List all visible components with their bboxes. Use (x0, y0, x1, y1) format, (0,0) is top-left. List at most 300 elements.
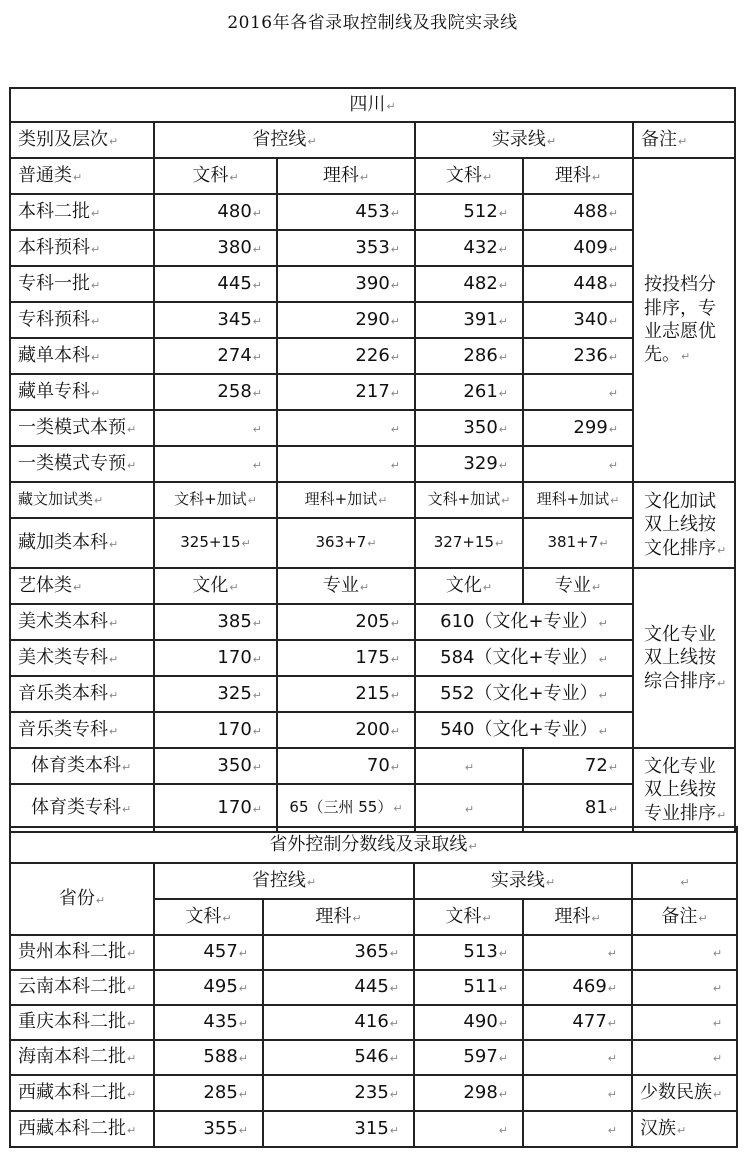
paragraph-mark: ↵ (608, 760, 618, 774)
paragraph-mark: ↵ (389, 1087, 399, 1101)
row-label: 海南本科二批↵ (10, 1040, 154, 1075)
header-provincial-line: 省控线↵ (154, 122, 415, 158)
outside-heading-row (10, 827, 737, 863)
cell-value: 353↵ (277, 230, 415, 266)
zang-subheader-row (10, 482, 735, 518)
row-label: 重庆本科二批↵ (10, 1005, 154, 1040)
paragraph-mark: ↵ (127, 1087, 137, 1101)
cell-value: 200↵ (277, 712, 415, 748)
paragraph-mark: ↵ (464, 760, 475, 774)
paragraph-mark: ↵ (252, 652, 262, 666)
paragraph-mark: ↵ (127, 1017, 137, 1031)
paragraph-mark: ↵ (390, 350, 400, 364)
paragraph-mark: ↵ (390, 688, 400, 702)
subheader-arts: 文科↵ (414, 899, 523, 935)
paragraph-mark: ↵ (127, 1123, 137, 1137)
cell-value: 453↵ (277, 194, 415, 230)
cell-value: 435↵ (154, 1005, 263, 1040)
cell-value: 540（文化+专业）↵ (415, 712, 633, 748)
paragraph-mark: ↵ (390, 206, 400, 220)
cell-value: 215↵ (277, 676, 415, 712)
paragraph-mark: ↵ (390, 242, 400, 256)
note-art: 文化专业双上线按综合排序↵ (633, 568, 735, 748)
cell-value: 363+7↵ (277, 518, 415, 568)
paragraph-mark: ↵ (501, 494, 511, 508)
subheader-culture: 文化↵ (154, 568, 277, 604)
table-row (10, 748, 735, 784)
paragraph-mark: ↵ (598, 652, 608, 666)
cell-value: 380↵ (154, 230, 277, 266)
paragraph-mark: ↵ (607, 1052, 617, 1066)
cell-value (523, 374, 633, 410)
paragraph-mark: ↵ (238, 1087, 248, 1101)
cell-value: 477↵ (523, 1005, 632, 1040)
cell-value: 315↵ (263, 1111, 414, 1147)
paragraph-mark: ↵ (717, 676, 727, 690)
paragraph-mark: ↵ (389, 1052, 399, 1066)
cell-value: 597↵ (414, 1040, 523, 1075)
outside-header-row (10, 863, 737, 899)
header-remark: 备注↵ (633, 122, 735, 158)
cell-value: 325+15↵ (154, 518, 277, 568)
cell-value: 513↵ (414, 935, 523, 970)
subheader-arts-extra: 文科+加试↵ (415, 482, 523, 518)
subheader-general: 普通类↵ (10, 158, 154, 194)
paragraph-mark: ↵ (390, 724, 400, 738)
paragraph-mark: ↵ (482, 580, 493, 594)
subheader-science: 理科↵ (263, 899, 414, 935)
general-subheader-row (10, 158, 735, 194)
cell-value (415, 784, 523, 832)
row-label: 专科一批↵ (10, 266, 154, 302)
cell-value: 385↵ (154, 604, 277, 640)
paragraph-mark: ↵ (498, 206, 508, 220)
paragraph-mark: ↵ (238, 1052, 248, 1066)
paragraph-mark: ↵ (252, 760, 262, 774)
paragraph-mark: ↵ (498, 314, 508, 328)
cell-value: 552（文化+专业）↵ (415, 676, 633, 712)
paragraph-mark: ↵ (607, 1123, 617, 1137)
paragraph-mark: ↵ (229, 580, 239, 594)
table-row (10, 446, 735, 482)
paragraph-mark: ↵ (127, 982, 137, 996)
paragraph-mark: ↵ (73, 170, 83, 184)
paragraph-mark: ↵ (713, 1087, 723, 1101)
paragraph-mark: ↵ (608, 802, 618, 816)
paragraph-mark: ↵ (698, 911, 708, 925)
paragraph-mark: ↵ (681, 350, 691, 364)
paragraph-mark: ↵ (390, 278, 400, 292)
cell-value: 488↵ (523, 194, 633, 230)
cell-value: 325↵ (154, 676, 277, 712)
cell-value: 511↵ (414, 970, 523, 1005)
header-province: 省份↵ (10, 863, 154, 935)
paragraph-mark: ↵ (252, 616, 262, 630)
paragraph-mark: ↵ (241, 537, 251, 551)
subheader-arts-extra: 文科+加试↵ (154, 482, 277, 518)
paragraph-mark: ↵ (109, 652, 119, 666)
cell-value: 495↵ (154, 970, 263, 1005)
cell-value: 490↵ (414, 1005, 523, 1040)
row-label: 美术类本科↵ (10, 604, 154, 640)
paragraph-mark: ↵ (482, 170, 493, 184)
cell-value: 70↵ (277, 748, 415, 784)
cell-value: 482↵ (415, 266, 523, 302)
paragraph-mark: ↵ (498, 458, 508, 472)
paragraph-mark: ↵ (247, 494, 257, 508)
cell-value: 261↵ (415, 374, 523, 410)
paragraph-mark: ↵ (238, 1017, 248, 1031)
cell-value: 445↵ (154, 266, 277, 302)
paragraph-mark: ↵ (607, 947, 617, 961)
cell-value (523, 1075, 632, 1111)
paragraph-mark: ↵ (546, 134, 557, 148)
row-label: 音乐类专科↵ (10, 712, 154, 748)
paragraph-mark: ↵ (127, 947, 137, 961)
paragraph-mark: ↵ (482, 911, 492, 925)
cell-value: 457↵ (154, 935, 263, 970)
cell-value (154, 410, 277, 446)
paragraph-mark: ↵ (608, 314, 618, 328)
paragraph-mark: ↵ (252, 688, 262, 702)
paragraph-mark: ↵ (252, 206, 262, 220)
sichuan-header-row (10, 122, 735, 158)
paragraph-mark: ↵ (95, 893, 106, 907)
row-label: 体育类专科↵ (10, 784, 154, 832)
cell-value: 285↵ (154, 1075, 263, 1111)
outside-province-table (9, 826, 738, 1148)
paragraph-mark: ↵ (608, 278, 618, 292)
header-blank (632, 863, 737, 899)
paragraph-mark: ↵ (306, 875, 317, 889)
cell-remark (632, 935, 737, 970)
paragraph-mark: ↵ (498, 982, 508, 996)
header-category: 类别及层次↵ (10, 122, 154, 158)
paragraph-mark: ↵ (109, 537, 119, 551)
subheader-remark: 备注↵ (632, 899, 737, 935)
paragraph-mark: ↵ (367, 537, 377, 551)
subheader-science: 理科↵ (523, 899, 632, 935)
row-label: 贵州本科二批↵ (10, 935, 154, 970)
subheader-science: 理科↵ (523, 158, 633, 194)
paragraph-mark: ↵ (389, 1123, 399, 1137)
paragraph-mark: ↵ (91, 206, 101, 220)
paragraph-mark: ↵ (393, 802, 403, 816)
cell-value: 416↵ (263, 1005, 414, 1040)
paragraph-mark: ↵ (390, 652, 400, 666)
cell-value: 409↵ (523, 230, 633, 266)
paragraph-mark: ↵ (712, 1052, 723, 1066)
header-actual-line: 实录线↵ (415, 122, 633, 158)
paragraph-mark: ↵ (608, 458, 618, 472)
paragraph-mark: ↵ (252, 802, 262, 816)
paragraph-mark: ↵ (238, 1123, 248, 1137)
paragraph-mark: ↵ (610, 494, 620, 508)
note-zang: 文化加试双上线按文化排序↵ (633, 482, 735, 568)
subheader-art: 艺体类↵ (10, 568, 154, 604)
table-row (10, 1111, 737, 1147)
cell-value: 610（文化+专业）↵ (415, 604, 633, 640)
cell-value: 445↵ (263, 970, 414, 1005)
cell-value: 65（三州 55）↵ (277, 784, 415, 832)
row-label: 音乐类本科↵ (10, 676, 154, 712)
cell-value (154, 446, 277, 482)
paragraph-mark: ↵ (717, 543, 727, 557)
paragraph-mark: ↵ (712, 982, 723, 996)
cell-value: 391↵ (415, 302, 523, 338)
paragraph-mark: ↵ (607, 1087, 617, 1101)
paragraph-mark: ↵ (378, 494, 388, 508)
cell-value: 290↵ (277, 302, 415, 338)
paragraph-mark: ↵ (599, 537, 609, 551)
paragraph-mark: ↵ (498, 1017, 508, 1031)
paragraph-mark: ↵ (91, 278, 101, 292)
paragraph-mark: ↵ (607, 1017, 617, 1031)
paragraph-mark: ↵ (498, 1123, 508, 1137)
paragraph-mark: ↵ (252, 458, 262, 472)
paragraph-mark: ↵ (122, 802, 132, 816)
cell-value (277, 410, 415, 446)
paragraph-mark: ↵ (109, 688, 119, 702)
subheader-major: 专业↵ (277, 568, 415, 604)
paragraph-mark: ↵ (598, 688, 608, 702)
paragraph-mark: ↵ (591, 580, 602, 594)
paragraph-mark: ↵ (109, 616, 119, 630)
cell-value: 340↵ (523, 302, 633, 338)
paragraph-mark: ↵ (94, 494, 104, 508)
paragraph-mark: ↵ (498, 350, 508, 364)
paragraph-mark: ↵ (498, 242, 508, 256)
cell-value: 365↵ (263, 935, 414, 970)
cell-value: 350↵ (154, 748, 277, 784)
art-subheader-row (10, 568, 735, 604)
subheader-science: 理科↵ (277, 158, 415, 194)
paragraph-mark: ↵ (238, 982, 248, 996)
paragraph-mark: ↵ (73, 580, 83, 594)
cell-remark: 汉族↵ (632, 1111, 737, 1147)
cell-value: 327+15↵ (415, 518, 523, 568)
cell-value: 381+7↵ (523, 518, 633, 568)
cell-value: 286↵ (415, 338, 523, 374)
paragraph-mark: ↵ (252, 278, 262, 292)
paragraph-mark: ↵ (498, 422, 508, 436)
cell-value (523, 446, 633, 482)
paragraph-mark: ↵ (598, 616, 608, 630)
paragraph-mark: ↵ (591, 170, 602, 184)
cell-value: 274↵ (154, 338, 277, 374)
cell-value: 329↵ (415, 446, 523, 482)
paragraph-mark: ↵ (464, 802, 475, 816)
row-label: 美术类专科↵ (10, 640, 154, 676)
table-row (10, 935, 737, 970)
subheader-arts: 文科↵ (415, 158, 523, 194)
paragraph-mark: ↵ (389, 982, 399, 996)
paragraph-mark: ↵ (712, 947, 723, 961)
cell-remark (632, 1040, 737, 1075)
paragraph-mark: ↵ (390, 616, 400, 630)
paragraph-mark: ↵ (252, 422, 262, 436)
subheader-major: 专业↵ (523, 568, 633, 604)
cell-value (277, 446, 415, 482)
paragraph-mark: ↵ (591, 911, 601, 925)
paragraph-mark: ↵ (498, 947, 508, 961)
paragraph-mark: ↵ (717, 808, 727, 822)
sichuan-heading: 四川↵ (10, 88, 735, 122)
paragraph-mark: ↵ (608, 206, 618, 220)
paragraph-mark: ↵ (252, 314, 262, 328)
paragraph-mark: ↵ (608, 422, 618, 436)
row-label: 体育类本科↵ (10, 748, 154, 784)
paragraph-mark: ↵ (498, 1052, 508, 1066)
subheader-science-extra: 理科+加试↵ (523, 482, 633, 518)
subheader-science-extra: 理科+加试↵ (277, 482, 415, 518)
table-row (10, 518, 735, 568)
cell-value: 235↵ (263, 1075, 414, 1111)
table-row (10, 1040, 737, 1075)
paragraph-mark: ↵ (677, 1123, 687, 1137)
cell-value: 355↵ (154, 1111, 263, 1147)
table-row (10, 1005, 737, 1040)
row-label: 藏单本科↵ (10, 338, 154, 374)
cell-value: 546↵ (263, 1040, 414, 1075)
cell-value: 299↵ (523, 410, 633, 446)
paragraph-mark: ↵ (390, 386, 400, 400)
cell-value: 175↵ (277, 640, 415, 676)
paragraph-mark: ↵ (608, 350, 618, 364)
table-row (10, 266, 735, 302)
paragraph-mark: ↵ (238, 947, 248, 961)
cell-value: 170↵ (154, 784, 277, 832)
header-provincial-line: 省控线↵ (154, 863, 414, 899)
paragraph-mark: ↵ (498, 386, 508, 400)
paragraph-mark: ↵ (91, 350, 101, 364)
subheader-arts: 文科↵ (154, 158, 277, 194)
table-row (10, 1075, 737, 1111)
cell-value (523, 935, 632, 970)
cell-remark (632, 970, 737, 1005)
paragraph-mark: ↵ (607, 982, 617, 996)
paragraph-mark: ↵ (109, 134, 119, 148)
paragraph-mark: ↵ (252, 242, 262, 256)
paragraph-mark: ↵ (386, 99, 396, 113)
cell-value: 512↵ (415, 194, 523, 230)
paragraph-mark: ↵ (91, 242, 101, 256)
paragraph-mark: ↵ (127, 1052, 137, 1066)
document-title: 2016年各省录取控制线及我院实录线 (227, 13, 518, 33)
row-label: 专科预科↵ (10, 302, 154, 338)
table-row (10, 338, 735, 374)
outside-heading: 省外控制分数线及录取线↵ (10, 827, 737, 863)
table-row (10, 712, 735, 748)
cell-value: 298↵ (414, 1075, 523, 1111)
subheader-arts: 文科↵ (154, 899, 263, 935)
table-row (10, 230, 735, 266)
row-label: 本科预科↵ (10, 230, 154, 266)
cell-value: 170↵ (154, 640, 277, 676)
cell-remark (632, 1005, 737, 1040)
row-label: 一类模式专预↵ (10, 446, 154, 482)
paragraph-mark: ↵ (252, 724, 262, 738)
paragraph-mark: ↵ (545, 875, 556, 889)
table-row (10, 784, 735, 832)
paragraph-mark: ↵ (91, 386, 101, 400)
paragraph-mark: ↵ (252, 350, 262, 364)
table-row (10, 604, 735, 640)
cell-value: 390↵ (277, 266, 415, 302)
cell-value: 205↵ (277, 604, 415, 640)
subheader-zang: 藏文加试类↵ (10, 482, 154, 518)
row-label: 一类模式本预↵ (10, 410, 154, 446)
cell-value: 432↵ (415, 230, 523, 266)
subheader-culture: 文化↵ (415, 568, 523, 604)
table-row (10, 410, 735, 446)
paragraph-mark: ↵ (359, 170, 370, 184)
row-label: 藏单专科↵ (10, 374, 154, 410)
row-label: 本科二批↵ (10, 194, 154, 230)
cell-value: 226↵ (277, 338, 415, 374)
paragraph-mark: ↵ (389, 947, 399, 961)
paragraph-mark: ↵ (252, 386, 262, 400)
sichuan-table (9, 87, 736, 833)
table-row (10, 970, 737, 1005)
cell-value: 448↵ (523, 266, 633, 302)
paragraph-mark: ↵ (127, 422, 137, 436)
cell-value: 236↵ (523, 338, 633, 374)
paragraph-mark: ↵ (390, 422, 400, 436)
paragraph-mark: ↵ (109, 724, 119, 738)
cell-value: 480↵ (154, 194, 277, 230)
cell-value: 350↵ (415, 410, 523, 446)
paragraph-mark: ↵ (91, 314, 101, 328)
paragraph-mark: ↵ (712, 1017, 723, 1031)
table-row (10, 676, 735, 712)
paragraph-mark: ↵ (598, 724, 608, 738)
row-label: 云南本科二批↵ (10, 970, 154, 1005)
cell-value: 217↵ (277, 374, 415, 410)
table-row (10, 194, 735, 230)
sichuan-heading-row (10, 88, 735, 122)
note-sport: 文化专业双上线按专业排序↵ (633, 748, 735, 832)
paragraph-mark: ↵ (495, 537, 505, 551)
table-row (10, 302, 735, 338)
table-row (10, 640, 735, 676)
header-actual-line: 实录线↵ (414, 863, 632, 899)
row-label: 西藏本科二批↵ (10, 1075, 154, 1111)
cell-value: 81↵ (523, 784, 633, 832)
cell-value (523, 1111, 632, 1147)
paragraph-mark: ↵ (229, 170, 239, 184)
paragraph-mark: ↵ (307, 134, 317, 148)
table-row (10, 374, 735, 410)
cell-value (523, 1040, 632, 1075)
cell-value: 584（文化+专业）↵ (415, 640, 633, 676)
paragraph-mark: ↵ (127, 458, 137, 472)
cell-value: 345↵ (154, 302, 277, 338)
cell-value: 258↵ (154, 374, 277, 410)
row-label: 西藏本科二批↵ (10, 1111, 154, 1147)
paragraph-mark: ↵ (352, 911, 362, 925)
paragraph-mark: ↵ (390, 760, 400, 774)
paragraph-mark: ↵ (680, 875, 690, 889)
note-general: 按投档分排序，专业志愿优先。↵ (633, 158, 735, 482)
cell-remark: 少数民族↵ (632, 1075, 737, 1111)
paragraph-mark: ↵ (608, 386, 618, 400)
cell-value: 72↵ (523, 748, 633, 784)
paragraph-mark: ↵ (468, 839, 478, 853)
paragraph-mark: ↵ (390, 314, 400, 328)
paragraph-mark: ↵ (359, 580, 370, 594)
paragraph-mark: ↵ (389, 1017, 399, 1031)
